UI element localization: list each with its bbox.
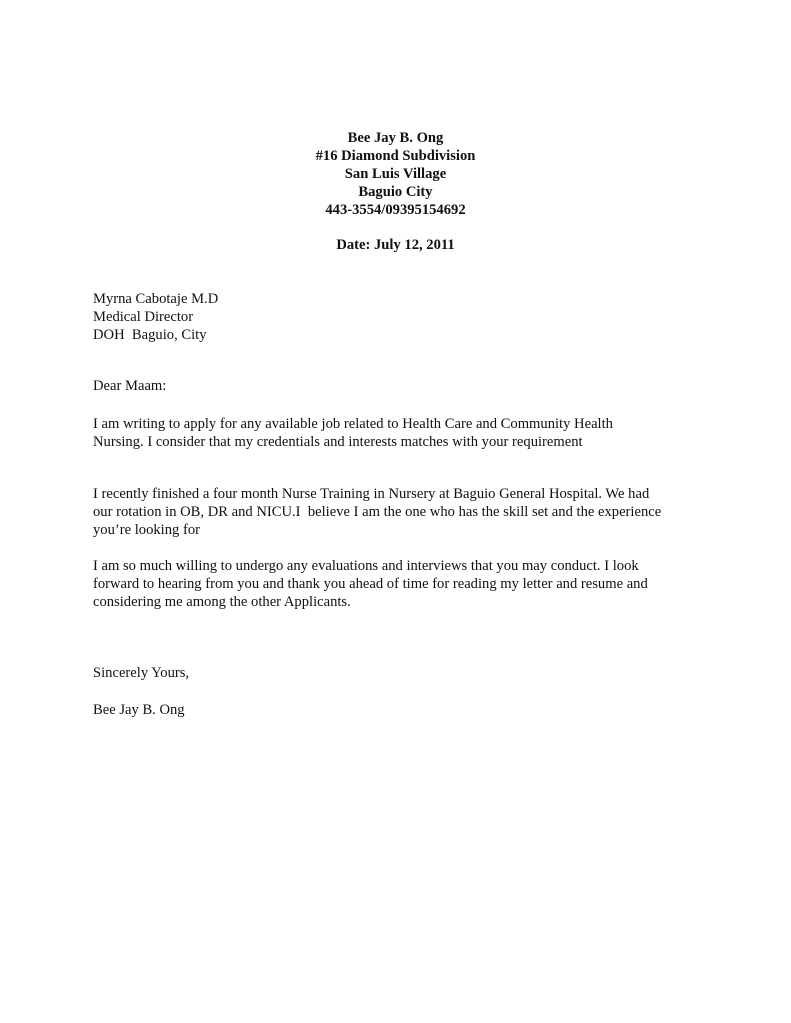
recipient-title: Medical Director <box>93 309 194 325</box>
paragraph-line: Nursing. I consider that my credentials and interests matches with your requirement <box>93 434 583 450</box>
sender-address-line-2: San Luis Village <box>344 166 447 182</box>
paragraph-line: I am so much willing to undergo any evaluations and interviews that you may conduct. I look <box>93 558 639 574</box>
paragraph-line: considering me among the other Applicants. <box>93 594 351 610</box>
recipient-organization: DOH Baguio, City <box>93 327 207 343</box>
recipient-block <box>93 290 218 344</box>
paragraph-2 <box>93 485 733 539</box>
sender-name: Bee Jay B. Ong <box>347 130 444 146</box>
signature <box>93 701 733 719</box>
recipient-name: Myrna Cabotaje M.D <box>93 291 219 307</box>
sender-phone: 443-3554/09395154692 <box>325 202 466 218</box>
closing <box>93 664 733 682</box>
paragraph-3 <box>93 557 733 611</box>
paragraph-line: I am writing to apply for any available job related to Health Care and Community Health <box>93 416 613 432</box>
signature-name: Bee Jay B. Ong <box>93 702 185 718</box>
paragraph-line: you’re looking for <box>93 522 200 538</box>
paragraph-line: forward to hearing from you and thank you ahead of time for reading my letter and resume and <box>93 576 648 592</box>
sender-city: Baguio City <box>358 184 433 200</box>
closing-text: Sincerely Yours, <box>93 665 190 681</box>
salutation <box>93 377 733 395</box>
salutation-text: Dear Maam: <box>93 378 167 394</box>
paragraph-line: our rotation in OB, DR and NICU.I believe I am the one who has the skill set and the experience <box>93 504 662 520</box>
paragraph-1 <box>93 415 733 451</box>
sender-block <box>0 129 791 219</box>
sender-address-line-1: #16 Diamond Subdivision <box>315 148 476 164</box>
letter-date: Date: July 12, 2011 <box>336 237 455 253</box>
paragraph-line: I recently finished a four month Nurse Training in Nursery at Baguio General Hospital. We had <box>93 486 650 502</box>
